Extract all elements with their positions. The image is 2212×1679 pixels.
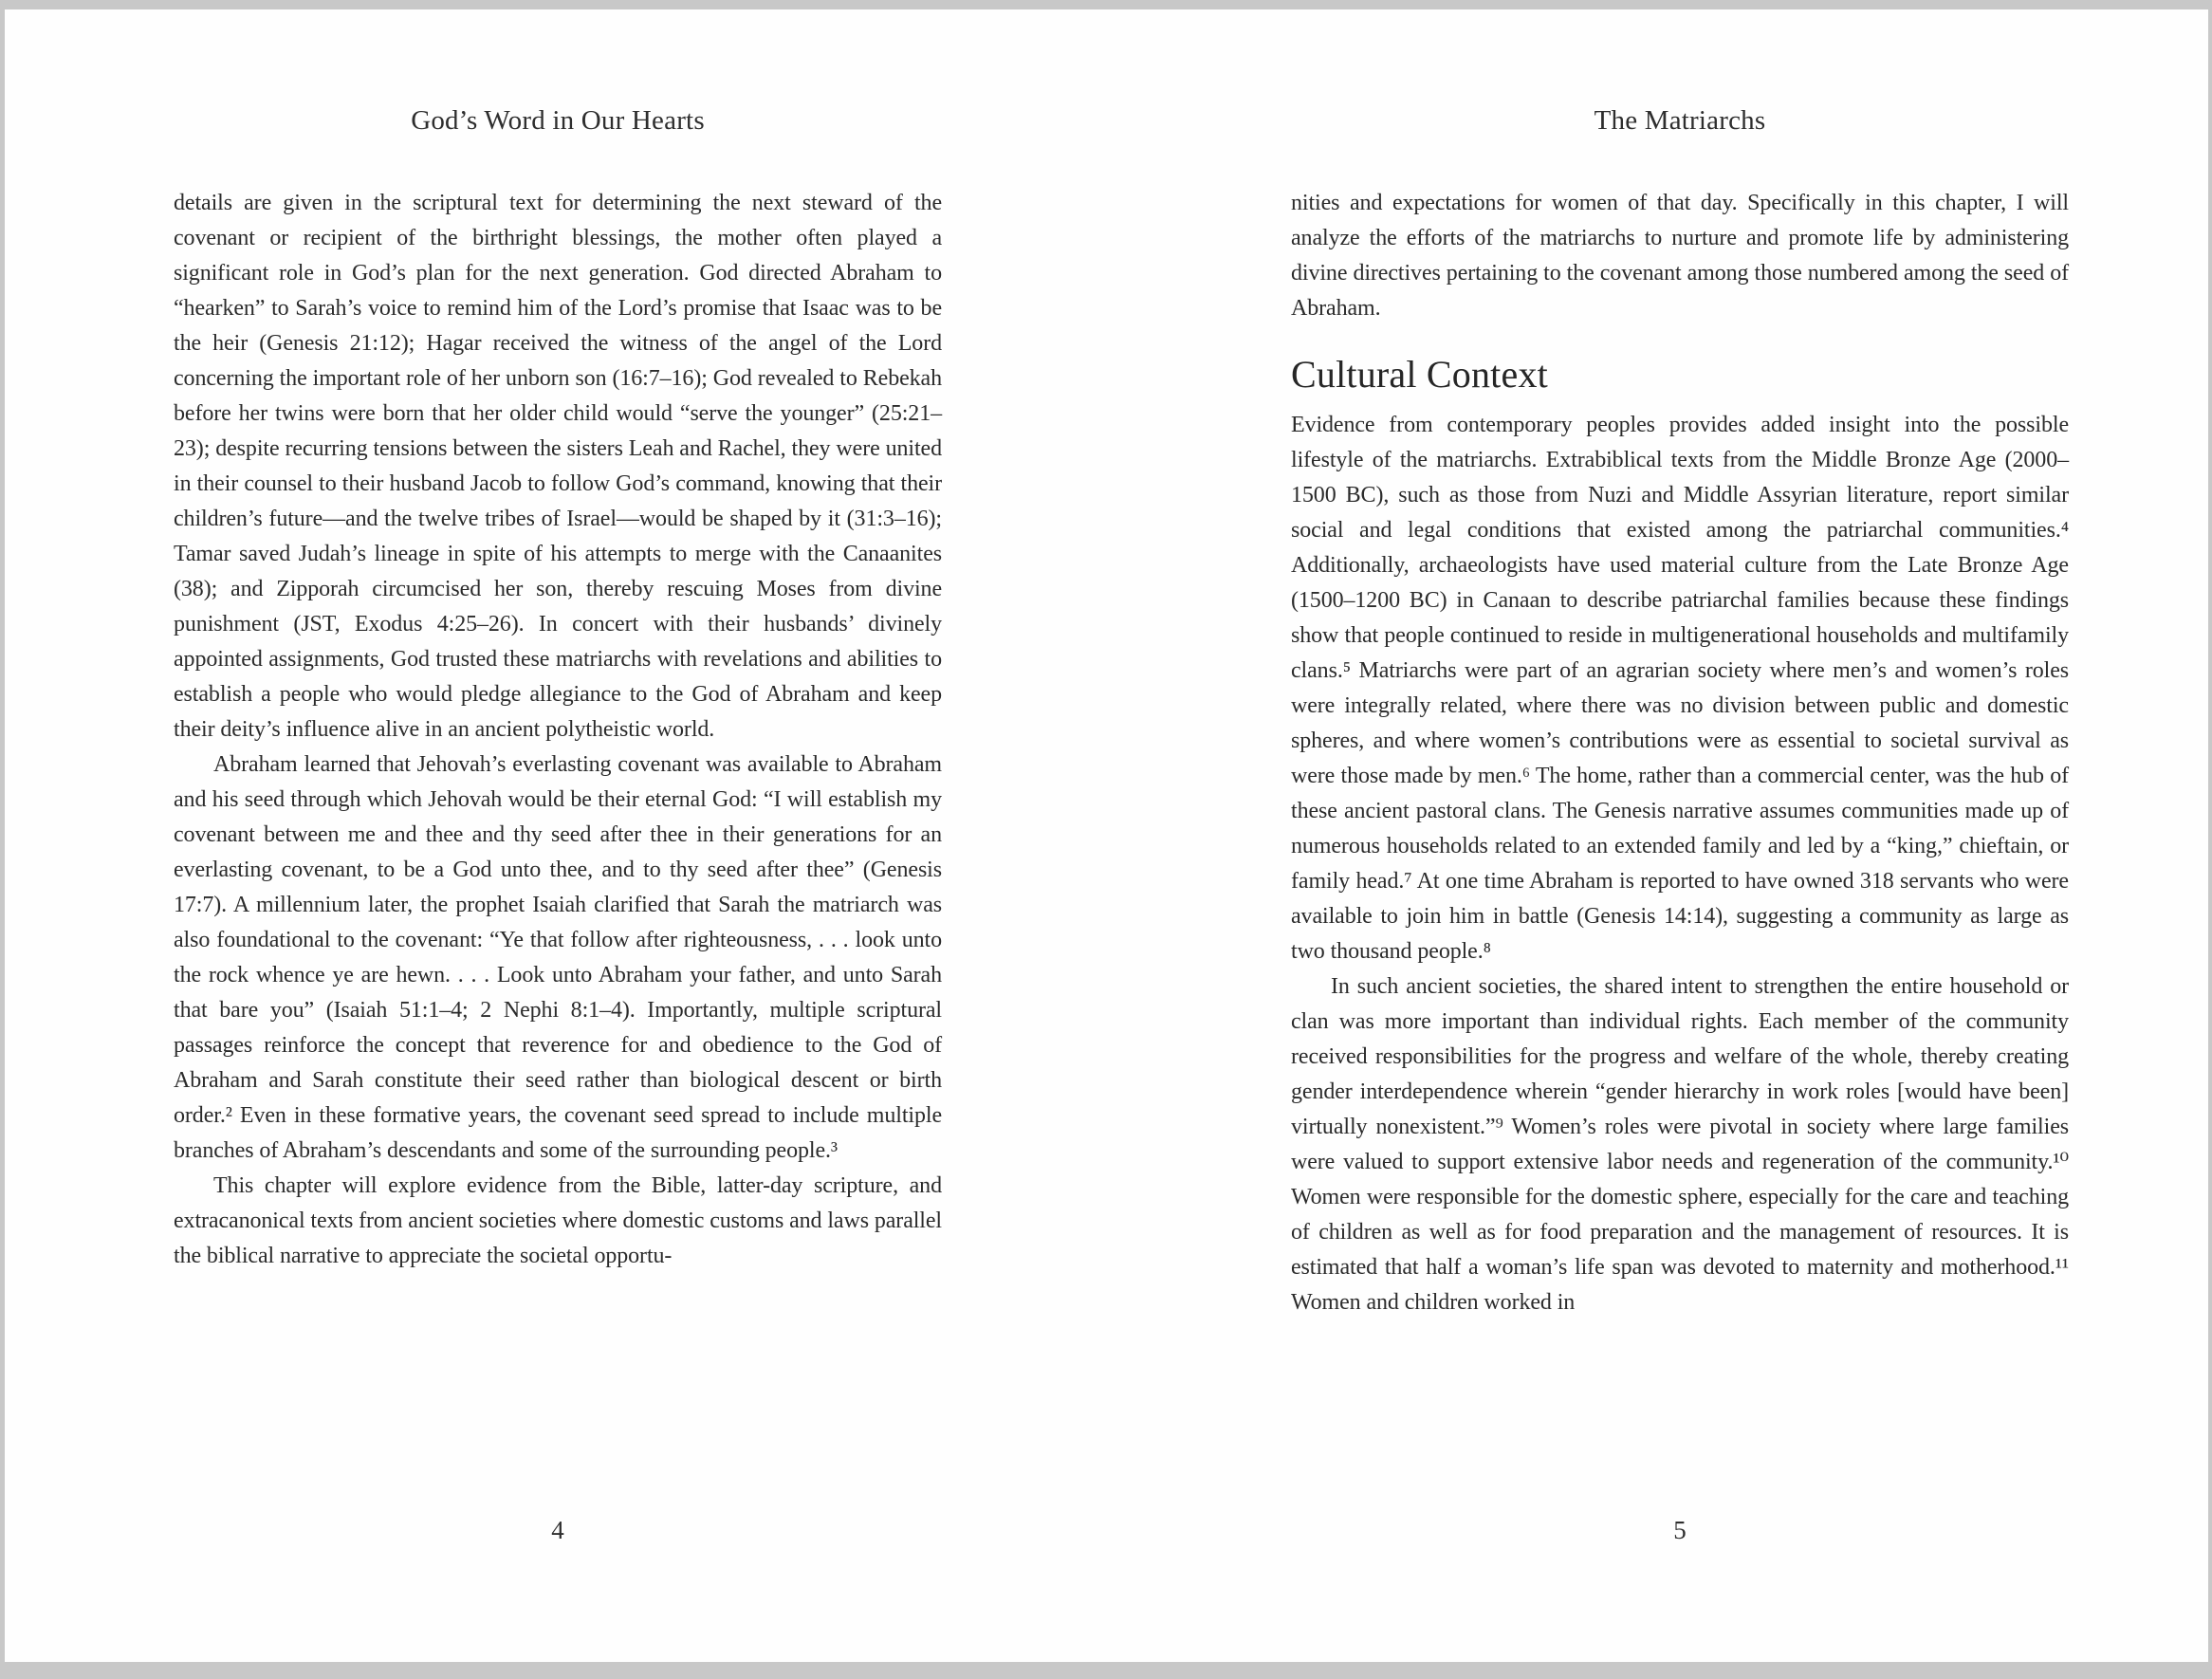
paragraph: This chapter will explore evidence from the Bible, latter-day scripture, and extracanonical texts from ancient societies where domestic customs and laws parallel the biblical narrative to appreciate the societal opportu-: [174, 1173, 942, 1268]
book-spread-sheet: [5, 9, 2208, 1662]
running-head-right: The Matriarchs: [1594, 105, 1766, 136]
paragraph: Abraham learned that Jehovah’s everlasting covenant was available to Abraham and his seed through which Jehovah would be their eternal God: “I will establish my covenant between me and thee and thy seed after thee in their generations for an everlasting covenant, to be a God unto thee, and to thy seed after thee” (Genesis 17:7). A millennium later, the prophet Isaiah clarified that Sarah the matriarch was also foundational to the covenant: “Ye that follow after righteousness, . . . look unto the rock whence ye are hewn. . . . Look unto Abraham your father, and unto Sarah that bare you” (Isaiah 51:1–4; 2 Nephi 8:1–4). Importantly, multiple scriptural passages reinforce the concept that reverence for and obedience to the God of Abraham and Sarah constitute their seed rather than biological descent or birth order.² Even in these formative years, the covenant seed spread to include multiple branches of Abraham’s descendants and some of the surrounding people.³: [174, 752, 942, 1163]
paragraph-continuation: details are given in the scriptural text for determining the next steward of the covenant or recipient of the birthright blessings, the mother often played a significant role in God’s plan for the next generation. God directed Abraham to “hearken” to Sarah’s voice to remind him of the Lord’s promise that Isaac was to be the heir (Genesis 21:12); Hagar received the witness of the angel of the Lord concerning the important role of her unborn son (16:7–16); God revealed to Rebekah before her twins were born that her older child would “serve the younger” (25:21–23); despite recurring tensions between the sisters Leah and Rachel, they were united in their counsel to their husband Jacob to follow God’s command, knowing that their children’s future—and the twelve tribes of Israel—would be shaped by it (31:3–16); Tamar saved Judah’s lineage in spite of his attempts to merge with the Canaanites (38); and Zipporah circumcised her son, thereby rescuing Moses from divine punishment (JST, Exodus 4:25–26). In concert with their husbands’ divinely appointed assignments, God trusted these matriarchs with revelations and abilities to establish a people who would pledge allegiance to the God of Abraham and keep their deity’s influence alive in an ancient polytheistic world.: [174, 191, 942, 742]
page-number-right: 5: [1673, 1516, 1687, 1544]
paragraph-continuation: nities and expectations for women of that day. Specifically in this chapter, I will analyze the efforts of the matriarchs to nurture and promote life by administering divine directives pertaining to the covenant among those numbered among the seed of Abraham.: [1291, 191, 2069, 321]
page-number-left: 4: [551, 1516, 564, 1544]
section-heading-cultural-context: Cultural Context: [1291, 353, 1548, 396]
left-page-body: [174, 186, 942, 1274]
running-head-left: God’s Word in Our Hearts: [411, 105, 705, 136]
right-page: [1291, 9, 2069, 1679]
paragraph: Evidence from contemporary peoples provides added insight into the possible lifestyle of the matriarchs. Extrabiblical texts from the Middle Bronze Age (2000–1500 BC), such as those from Nuzi and Middle Assyrian literature, report similar social and legal conditions that existed among the patriarchal communities.⁴ Additionally, archaeologists have used material culture from the Late Bronze Age (1500–1200 BC) in Canaan to describe patriarchal families because these findings show that people continued to reside in multigenerational households and multifamily clans.⁵ Matriarchs were part of an agrarian society where men’s and women’s roles were integrally related, where there was no division between public and domestic spheres, and where women’s contributions were as essential to societal survival as were those made by men.⁶ The home, rather than a commercial center, was the hub of these ancient pastoral clans. The Genesis narrative assumes communities made up of numerous households related to an extended family and led by a “king,” chieftain, or family head.⁷ At one time Abraham is reported to have owned 318 servants who were available to join him in battle (Genesis 14:14), suggesting a community as large as two thousand people.⁸: [1291, 413, 2069, 964]
paragraph: In such ancient societies, the shared intent to strengthen the entire household or clan was more important than individual rights. Each member of the community received responsibilities for the progress and welfare of the whole, thereby creating gender interdependence wherein “gender hierarchy in work roles [would have been] virtually nonexistent.”⁹ Women’s roles were pivotal in society where large families were valued to support extensive labor needs and regeneration of the community.¹⁰ Women were responsible for the domestic sphere, especially for the care and teaching of children as well as for food preparation and the management of resources. It is estimated that half a woman’s life span was devoted to maternity and motherhood.¹¹ Women and children worked in: [1291, 974, 2069, 1315]
left-page: [174, 9, 942, 1679]
right-page-body: [1291, 186, 2069, 1320]
